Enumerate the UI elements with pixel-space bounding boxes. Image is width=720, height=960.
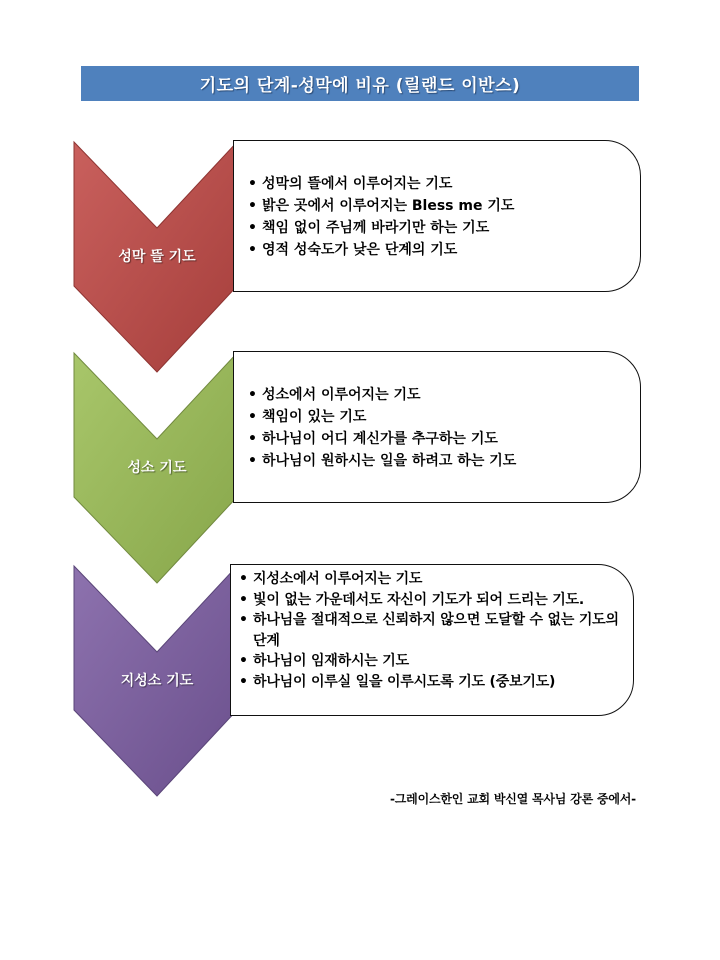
stage3-label: 지성소 기도 — [120, 673, 194, 689]
list-item: • 하나님이 임재하시는 기도 — [239, 651, 619, 672]
list-item: • 성막의 뜰에서 이루어지는 기도 — [248, 173, 620, 195]
stage3-description-box — [230, 564, 634, 716]
stage2-description-box — [233, 351, 641, 503]
list-item: • 지성소에서 이루어지는 기도 — [239, 569, 619, 590]
list-item: • 하나님이 이루실 일을 이루시도록 기도 (중보기도) — [239, 672, 619, 693]
stage2-label: 성소 기도 — [127, 460, 187, 476]
list-item: • 하나님이 원하시는 일을 하려고 하는 기도 — [248, 450, 620, 472]
stage1-list — [248, 173, 620, 261]
stage3-list — [239, 569, 619, 692]
page-title: 기도의 단계-성막에 비유 (릴랜드 이반스) — [199, 76, 521, 96]
list-item: • 밝은 곳에서 이루어지는 Bless me 기도 — [248, 195, 620, 217]
list-item: • 빛이 없는 가운데서도 자신이 기도가 되어 드리는 기도. — [239, 590, 619, 611]
source-note: -그레이스한인 교회 박신열 목사님 강론 중에서- — [390, 792, 636, 806]
stage1-description-box — [233, 140, 641, 292]
stage2-list — [248, 384, 620, 472]
list-item: • 책임이 있는 기도 — [248, 406, 620, 428]
list-item: • 영적 성숙도가 낮은 단계의 기도 — [248, 239, 620, 261]
stage1-label: 성막 뜰 기도 — [118, 249, 196, 265]
list-item: • 하나님이 어디 계신가를 추구하는 기도 — [248, 428, 620, 450]
list-item: • 성소에서 이루어지는 기도 — [248, 384, 620, 406]
list-item: • 책임 없이 주님께 바라기만 하는 기도 — [248, 217, 620, 239]
list-item: • 하나님을 절대적으로 신뢰하지 않으면 도달할 수 없는 기도의 단계 — [239, 610, 619, 651]
